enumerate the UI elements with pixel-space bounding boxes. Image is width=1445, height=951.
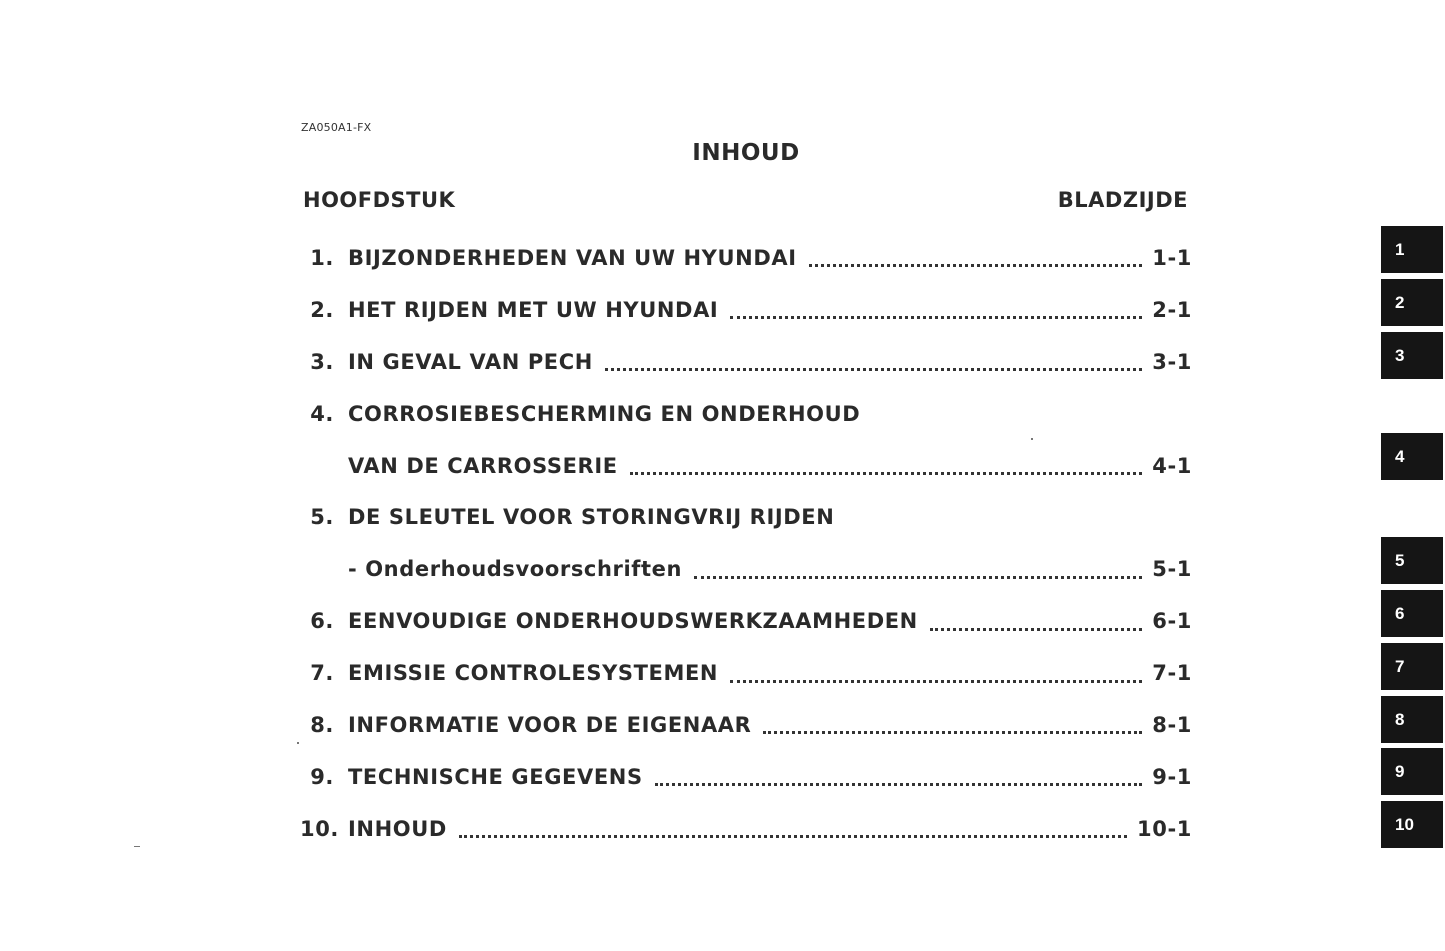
toc-entry-number: 6.	[310, 609, 334, 634]
toc-entry-page: 5-1	[1152, 557, 1192, 582]
toc-entry-page: 6-1	[1152, 609, 1192, 634]
toc-entry-5-continued[interactable]	[300, 543, 1192, 595]
toc-entry-page: 3-1	[1152, 349, 1192, 374]
chapter-tab-8[interactable]: 8	[1381, 696, 1443, 743]
dot-leader	[730, 296, 1142, 319]
toc-entry-6[interactable]	[300, 595, 1192, 647]
dot-leader	[605, 348, 1142, 371]
toc-entry-3[interactable]	[300, 336, 1192, 388]
document-code: ZA050A1-FX	[301, 121, 372, 134]
toc-entry-number: 5.	[310, 505, 334, 530]
toc-entry-page: 1-1	[1152, 245, 1192, 270]
toc-entry-label: VAN DE CARROSSERIE	[348, 453, 618, 478]
chapter-tab-1[interactable]: 1	[1381, 226, 1443, 273]
toc-entry-label: CORROSIEBESCHERMING EN ONDERHOUD	[348, 401, 861, 426]
toc-entry-page: 10-1	[1137, 816, 1192, 841]
toc-entry-page: 7-1	[1152, 661, 1192, 686]
toc-entry-2[interactable]	[300, 284, 1192, 336]
toc-entry-4-continued[interactable]	[300, 440, 1192, 492]
toc-entry-page: 9-1	[1152, 764, 1192, 789]
toc-entry-9[interactable]	[300, 751, 1192, 803]
toc-entry-10[interactable]	[300, 803, 1192, 855]
scan-speck	[297, 742, 299, 744]
chapter-tab-6[interactable]: 6	[1381, 590, 1443, 637]
toc-entry-number: 8.	[310, 712, 334, 737]
dot-leader	[630, 452, 1143, 475]
toc-entry-label: EENVOUDIGE ONDERHOUDSWERKZAAMHEDEN	[348, 609, 918, 634]
table-of-contents	[300, 232, 1192, 855]
toc-entry-5[interactable]	[300, 491, 1192, 543]
toc-entry-label: INFORMATIE VOOR DE EIGENAAR	[348, 712, 752, 737]
chapter-column-header: HOOFDSTUK	[303, 188, 456, 212]
chapter-tab-10[interactable]: 10	[1381, 801, 1443, 848]
chapter-tab-5[interactable]: 5	[1381, 537, 1443, 584]
chapter-tab-2[interactable]: 2	[1381, 279, 1443, 326]
scan-speck	[134, 846, 140, 847]
toc-entry-7[interactable]	[300, 647, 1192, 699]
page-column-header: BLADZIJDE	[1057, 188, 1188, 212]
toc-entry-number: 4.	[310, 401, 334, 426]
toc-entry-8[interactable]	[300, 699, 1192, 751]
chapter-tab-9[interactable]: 9	[1381, 748, 1443, 795]
toc-entry-page: 2-1	[1152, 297, 1192, 322]
toc-entry-label: TECHNISCHE GEGEVENS	[348, 764, 643, 789]
toc-entry-number: 7.	[310, 661, 334, 686]
toc-entry-4[interactable]	[300, 388, 1192, 440]
toc-entry-label: - Onderhoudsvoorschriften	[348, 557, 683, 582]
toc-entry-label: IN GEVAL VAN PECH	[348, 349, 593, 374]
toc-entry-number: 1.	[310, 245, 334, 270]
chapter-tab-4[interactable]: 4	[1381, 433, 1443, 480]
toc-entry-label: DE SLEUTEL VOOR STORINGVRIJ RIJDEN	[348, 505, 835, 530]
scan-speck	[1031, 438, 1033, 440]
toc-entry-number: 3.	[310, 349, 334, 374]
page-title: INHOUD	[692, 140, 800, 166]
dot-leader	[694, 556, 1142, 579]
dot-leader	[809, 244, 1143, 267]
toc-entry-page: 4-1	[1152, 453, 1192, 478]
toc-entry-1[interactable]	[300, 232, 1192, 284]
dot-leader	[730, 660, 1142, 683]
toc-entry-number: 2.	[310, 297, 334, 322]
chapter-tab-3[interactable]: 3	[1381, 332, 1443, 379]
dot-leader	[763, 711, 1142, 734]
toc-entry-number: 9.	[310, 764, 334, 789]
toc-entry-label: EMISSIE CONTROLESYSTEMEN	[348, 661, 719, 686]
toc-entry-label: BIJZONDERHEDEN VAN UW HYUNDAI	[348, 245, 797, 270]
dot-leader	[655, 763, 1143, 786]
dot-leader	[459, 815, 1127, 838]
toc-entry-page: 8-1	[1152, 712, 1192, 737]
toc-entry-number: 10.	[300, 816, 340, 841]
toc-entry-label: HET RIJDEN MET UW HYUNDAI	[348, 297, 719, 322]
dot-leader	[930, 608, 1142, 631]
toc-entry-label: INHOUD	[348, 816, 447, 841]
chapter-tab-7[interactable]: 7	[1381, 643, 1443, 690]
